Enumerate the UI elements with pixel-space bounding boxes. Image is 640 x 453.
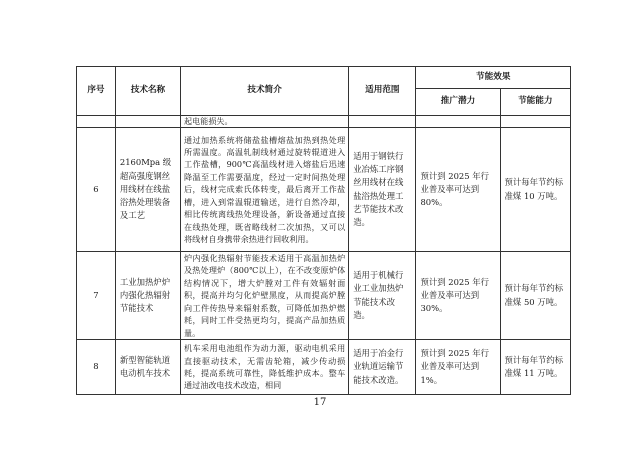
header-name: 技术名称: [115, 67, 180, 116]
row-intro: 机车采用电池组作为动力源，驱动电机采用直接驱动技术，无需齿轮箱，减少传动损耗，提高系统可靠性，降低维护成本。整车通过油改电技术改造，相同: [181, 340, 349, 395]
row-name: 2160Mpa 级超高强度钢丝用线材在线盐浴热处理装备及工艺: [115, 128, 180, 252]
row-intro: 通过加热系统将储盐盐槽熔盐加热到热处理所需温度。高温轧制线材通过旋转辊道进入工作盐槽，900℃高温线材进入熔盐后迅速降温至工作需要温度，经过一定时间热处理后，线材完成索氏体转变，最后离开工作盐槽，进入到常温辊道输送，进行自然冷却，相比传统离线热处理设备，新设备通过直接在线热处理，既省略线材二次加热，又可以将线材自身携带余热进行回收利用。: [181, 128, 349, 252]
row-scope: 适用于机械行业工业加热炉节能技术改造。: [349, 252, 416, 340]
row-index: 6: [77, 128, 116, 252]
row-index: 7: [77, 252, 116, 340]
table-row: [77, 340, 571, 395]
table-row: [77, 128, 571, 252]
row-intro: 炉内强化热辐射节能技术适用于高温加热炉及热处理炉（800℃以上），在不改变原炉体结构情况下，增大炉膛对工件有效辐射面积，提高并均匀化炉壁黑度，从而提高炉膛向工件传热导来辐射系数，可降低加热炉燃耗，同时工件受热更均匀，提高产品加热质量。: [181, 252, 349, 340]
row-potential: 预计到 2025 年行业普及率可达到 1%。: [416, 340, 500, 395]
row-name: 工业加热炉炉内强化热辐射节能技术: [115, 252, 180, 340]
row-capacity: 预计每年节约标准煤 50 万吨。: [500, 252, 570, 340]
continuation-row: [77, 116, 571, 128]
header-intro: 技术简介: [181, 67, 349, 116]
row-capacity: 预计每年节约标准煤 11 万吨。: [500, 340, 570, 395]
header-potential: 推广潜力: [416, 89, 500, 116]
row-index: 8: [77, 340, 116, 395]
header-capacity: 节能能力: [500, 89, 570, 116]
page-number: 17: [313, 397, 327, 408]
row-scope: 适用于冶金行业轨道运输节能技术改造。: [349, 340, 416, 395]
header-effect: 节能效果: [416, 67, 571, 89]
row-name: 新型智能轨道电动机车技术: [115, 340, 180, 395]
row-potential: 预计到 2025 年行业普及率可达到 30%。: [416, 252, 500, 340]
table-row: [77, 252, 571, 340]
row-potential: 预计到 2025 年行业普及率可达到 80%。: [416, 128, 500, 252]
technology-table: [76, 66, 571, 395]
continuation-text: 起电能损失。: [181, 116, 349, 128]
row-scope: 适用于钢铁行业冶炼工序钢丝用线材在线盐浴热处理工艺节能技术改造。: [349, 128, 416, 252]
row-capacity: 预计每年节约标准煤 10 万吨。: [500, 128, 570, 252]
header-scope: 适用范围: [349, 67, 416, 116]
header-index: 序号: [77, 67, 116, 116]
